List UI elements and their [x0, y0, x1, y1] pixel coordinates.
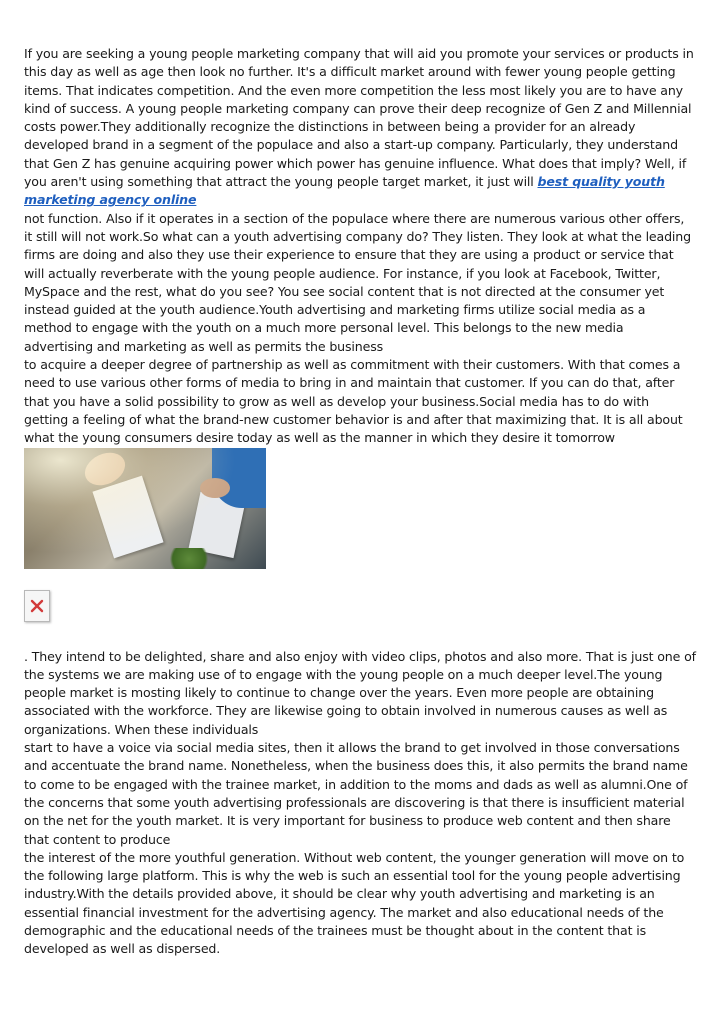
- paragraph-5: start to have a voice via social media sites, then it allows the brand to get involved in those conversations and accentuate the brand name. Nonetheless, when the business does this, it also permits the brand name to come to be engaged with the trainee market, in addition to the moms and dads as well as alumni.One of the concerns that some youth advertising professionals are discovering is that there is insufficient material on the net for the youth market. It is very important for business to produce web content and then share that content to produce: [24, 740, 688, 847]
- paragraph-3: to acquire a deeper degree of partnership as well as commitment with their customers. With that comes a need to use various other forms of media to bring in and maintain that customer. If you can do that, after that you have a solid possibility to grow as well as develop your business.Social media has to do with getting a feeling of what the brand-new customer behavior is and after that maximizing that. It is all about what the young consumers desire today as well as the manner in which they desire it tomorrow: [24, 357, 683, 446]
- window-light-overlay: [24, 448, 266, 569]
- paragraph-1: [24, 45, 696, 210]
- paragraph-2: not function. Also if it operates in a section of the populace where there are numerous various other offers, it still will not work.So what can a youth advertising company do? They listen. They look at what the leading firms are doing and also they use their experience to ensure that they are using a product or service that will actually reverberate with the young people audience. For instance, if you look at Facebook, Twitter, MySpace and the rest, what do you see? You see social content that is not directed at the consumer yet instead guided at the youth audience.Youth advertising and marketing firms utilize social media as a method to engage with the youth on a much more personal level. This belongs to the new media advertising and marketing as well as permits the business: [24, 210, 691, 354]
- broken-image-icon: [24, 590, 50, 622]
- paragraph-1-text: If you are seeking a young people marketing company that will aid you promote your services or products in this day as well as age then look no further. It's a difficult market around with fewer young people getting items. That indicates competition. And the even more competition the less most likely you are to have any kind of success. A young people marketing company can prove their deep recognize of Gen Z and Millennial costs power.They additionally recognize the distinctions in between being a provider for an already developed brand in a segment of the populace and also a start-up company. Particularly, they understand that Gen Z has genuine acquiring power which power has genuine influence. What does that imply? Well, if you aren't using something that attract the young people target market, it just will: [24, 46, 694, 190]
- youth-marketing-agency-link[interactable]: best quality youth marketing agency online: [24, 174, 665, 208]
- close-x-icon: [30, 599, 44, 613]
- paragraph-6: the interest of the more youthful generation. Without web content, the younger generation will move on to the following large platform. This is why the web is such an essential tool for the young people advertising industry.With the details provided above, it should be clear why youth advertising and marketing is an essential financial investment for the advertising agency. The market and also educational needs of the demographic and the educational needs of the trainees must be thought about in the content that is developed as well as dispersed.: [24, 849, 685, 957]
- paragraph-4: . They intend to be delighted, share and also enjoy with video clips, photos and also more. That is just one of the systems we are making use of to engage with the young people on a much deeper level.The young people market is mosting likely to continue to change over the years. Even more people are obtaining associated with the workforce. They are likewise going to obtain involved in numerous causes as well as organizations. When these individuals: [24, 648, 696, 737]
- photo-meeting-desk-icon: [24, 448, 266, 569]
